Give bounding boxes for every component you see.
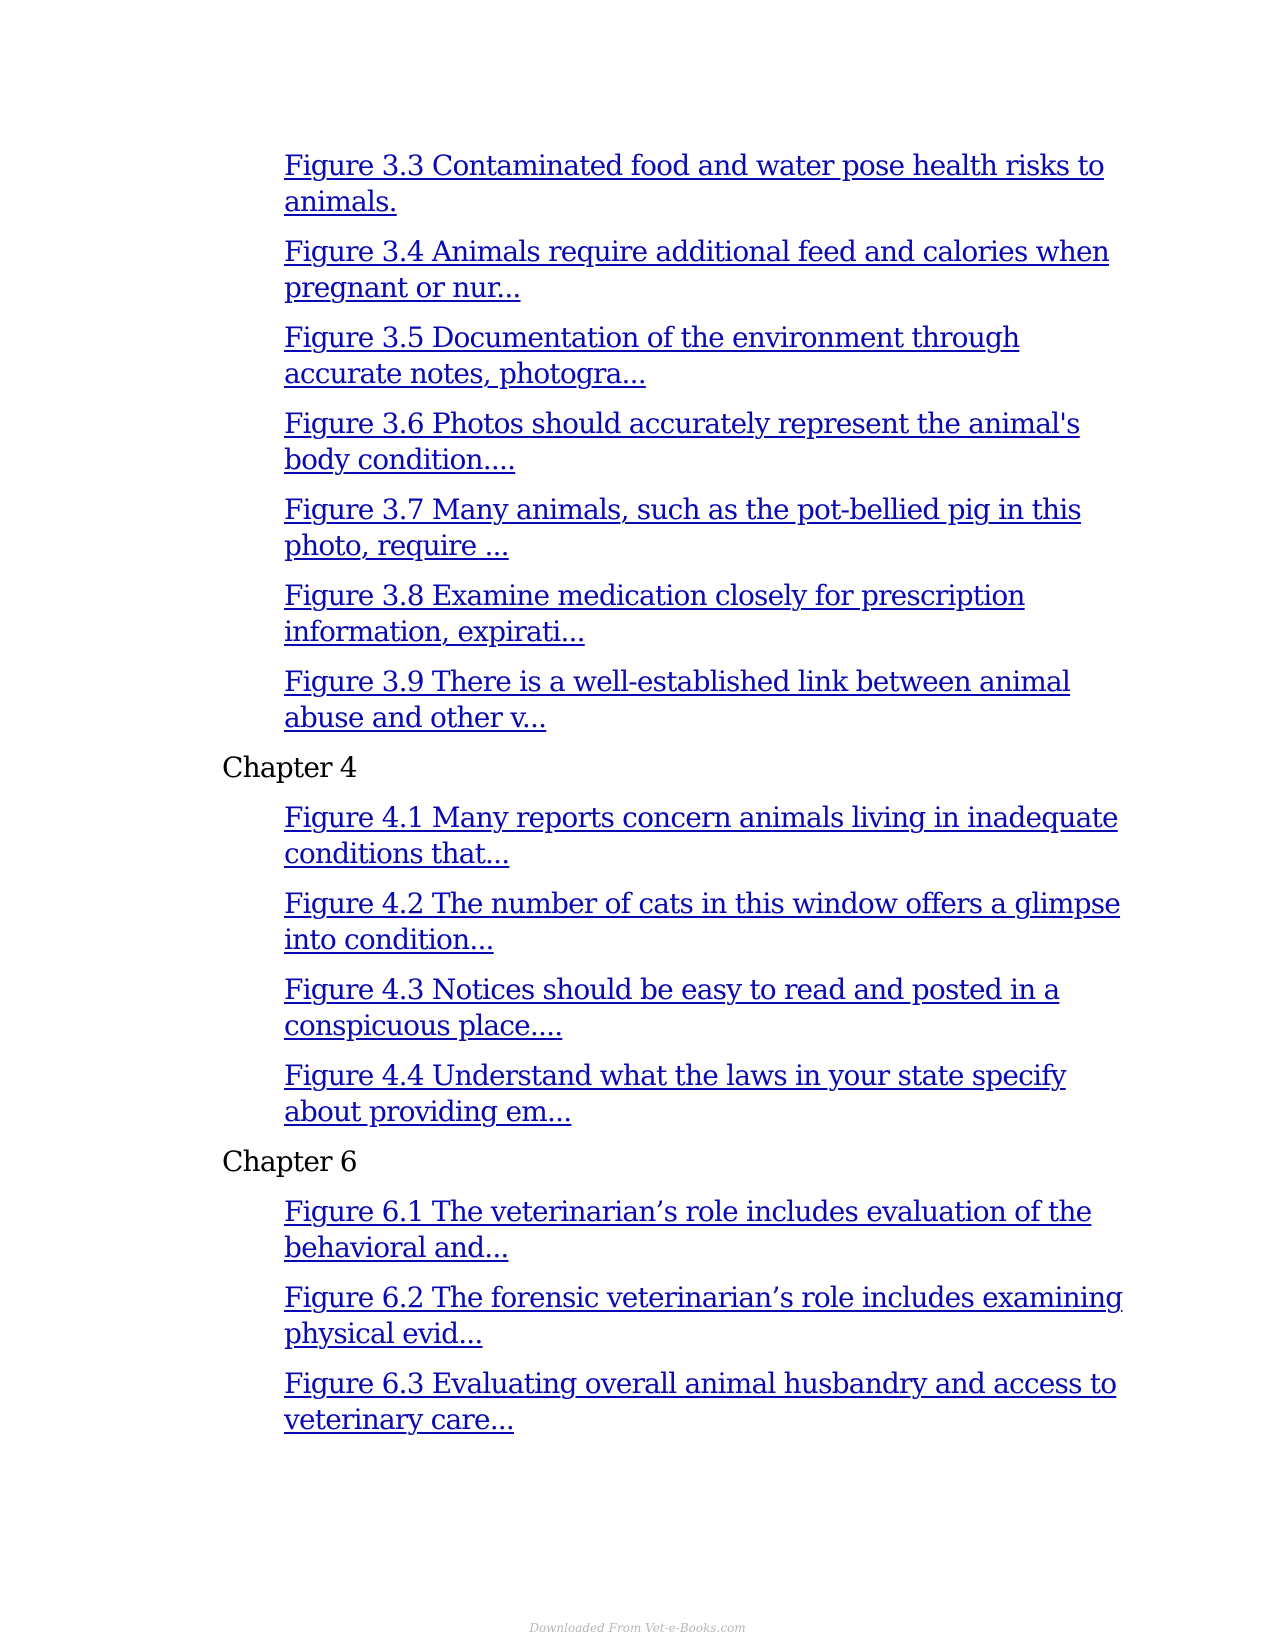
figure-link-3-4[interactable] <box>284 234 1124 306</box>
figure-link-line: Figure 4.2 The number of cats in this window offers a glimpse <box>284 887 1121 920</box>
figure-link-line: Figure 6.1 The veterinarian’s role includes evaluation of the <box>284 1195 1092 1228</box>
figure-link-line: animals. <box>284 185 397 218</box>
figure-link-line: Figure 4.1 Many reports concern animals living in inadequate <box>284 801 1118 834</box>
figure-link-line: information, expirati... <box>284 615 585 648</box>
figure-link-6-1[interactable] <box>284 1194 1124 1266</box>
figure-link-line: Figure 3.7 Many animals, such as the pot-bellied pig in this <box>284 493 1081 526</box>
figure-link-line: Figure 4.4 Understand what the laws in your state specify <box>284 1059 1066 1092</box>
figure-link-line: Figure 3.3 Contaminated food and water pose health risks to <box>284 149 1104 182</box>
figure-link-line: Figure 3.6 Photos should accurately represent the animal's <box>284 407 1080 440</box>
figure-link-line: Figure 6.2 The forensic veterinarian’s role includes examining <box>284 1281 1123 1314</box>
figure-link-line: Figure 4.3 Notices should be easy to read and posted in a <box>284 973 1060 1006</box>
figure-link-line: conditions that... <box>284 837 510 870</box>
figure-link-6-3[interactable] <box>284 1366 1124 1438</box>
chapter-heading-4: Chapter 4 <box>222 751 357 784</box>
figure-list <box>222 148 1122 1452</box>
figure-link-4-3[interactable] <box>284 972 1124 1044</box>
figure-link-4-4[interactable] <box>284 1058 1124 1130</box>
figure-link-3-7[interactable] <box>284 492 1124 564</box>
figure-link-line: behavioral and... <box>284 1231 509 1264</box>
figure-link-line: about providing em... <box>284 1095 572 1128</box>
figure-link-3-9[interactable] <box>284 664 1124 736</box>
figure-link-3-8[interactable] <box>284 578 1124 650</box>
figure-link-4-1[interactable] <box>284 800 1124 872</box>
figure-link-3-3[interactable] <box>284 148 1124 220</box>
figure-link-line: Figure 3.4 Animals require additional feed and calories when <box>284 235 1110 268</box>
figure-link-line: into condition... <box>284 923 494 956</box>
figure-link-3-5[interactable] <box>284 320 1124 392</box>
figure-link-line: veterinary care... <box>284 1403 515 1436</box>
figure-link-line: accurate notes, photogra... <box>284 357 646 390</box>
figure-link-4-2[interactable] <box>284 886 1124 958</box>
figure-link-line: Figure 3.8 Examine medication closely for prescription <box>284 579 1025 612</box>
figure-link-6-2[interactable] <box>284 1280 1124 1352</box>
figure-link-line: Figure 3.5 Documentation of the environment through <box>284 321 1020 354</box>
figure-link-line: physical evid... <box>284 1317 483 1350</box>
figure-link-line: Figure 3.9 There is a well-established link between animal <box>284 665 1071 698</box>
figure-link-line: abuse and other v... <box>284 701 547 734</box>
figure-link-line: pregnant or nur... <box>284 271 521 304</box>
download-watermark: Downloaded From Vet-e-Books.com <box>529 1621 746 1635</box>
figure-link-line: conspicuous place.... <box>284 1009 563 1042</box>
figure-link-line: body condition.... <box>284 443 516 476</box>
figure-link-line: photo, require ... <box>284 529 509 562</box>
figure-link-line: Figure 6.3 Evaluating overall animal husbandry and access to <box>284 1367 1117 1400</box>
figure-link-3-6[interactable] <box>284 406 1124 478</box>
chapter-heading-6: Chapter 6 <box>222 1145 357 1178</box>
